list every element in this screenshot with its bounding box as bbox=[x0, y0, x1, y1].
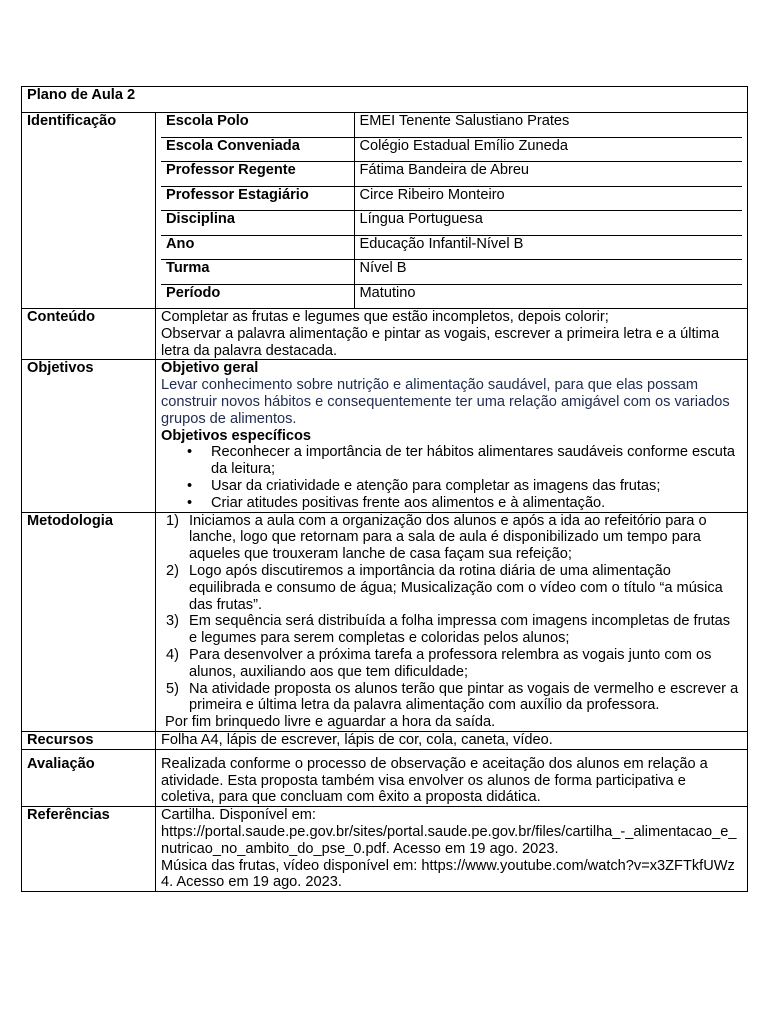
list-item: • Usar da criatividade e atenção para completar as imagens das frutas; bbox=[211, 478, 742, 495]
lesson-plan-document bbox=[21, 86, 747, 892]
identificacao-row bbox=[161, 284, 742, 308]
identificacao-row bbox=[161, 235, 742, 260]
identificacao-table bbox=[161, 113, 742, 308]
field-key: Ano bbox=[161, 235, 354, 260]
list-item: • Criar atitudes positivas frente aos alimentos e à alimentação. bbox=[211, 495, 742, 512]
identificacao-row bbox=[161, 211, 742, 236]
recursos-label: Recursos bbox=[22, 731, 156, 749]
step-text: Para desenvolver a próxima tarefa a professora relembra as vogais junto com os alunos, auxiliando aos que tem dificuldade; bbox=[189, 646, 712, 680]
avaliacao-text: Realizada conforme o processo de observação e aceitação dos alunos em relação a atividade. Esta proposta também visa envolver os alunos de forma participativa e coletiva, para que concluam com êxito a proposta didática. bbox=[156, 749, 748, 806]
referencia-line: Cartilha. Disponível em: bbox=[161, 807, 316, 824]
list-item: • Reconhecer a importância de ter hábitos alimentares saudáveis conforme escuta da leitura; bbox=[211, 444, 742, 478]
step-number: 3) bbox=[166, 613, 179, 630]
field-key: Disciplina bbox=[161, 211, 354, 236]
list-item bbox=[166, 512, 742, 563]
lesson-plan-table bbox=[21, 86, 748, 892]
conteudo-label: Conteúdo bbox=[22, 309, 156, 360]
objetivo-geral-text: Levar conhecimento sobre nutrição e alimentação saudável, para que elas possam construir novos hábitos e consequentemente ter uma relação amigável com os variados grupos de alimentos. bbox=[161, 377, 730, 427]
referencia-line: Música das frutas, vídeo disponível em: https://www.youtube.com/watch?v=x3ZFTkfUWz4. Acesso em 19 ago. 2023. bbox=[161, 857, 735, 891]
plan-title: Plano de Aula 2 bbox=[22, 87, 748, 113]
identificacao-row bbox=[161, 260, 742, 285]
referencias-section bbox=[22, 807, 748, 892]
field-key: Turma bbox=[161, 260, 354, 285]
recursos-text: Folha A4, lápis de escrever, lápis de cor, cola, caneta, vídeo. bbox=[156, 731, 748, 749]
list-item bbox=[166, 646, 742, 681]
field-key: Escola Polo bbox=[161, 113, 354, 137]
step-text: Na atividade proposta os alunos terão que pintar as vogais de vermelho e escrever a primeira e última letra da palavra alimentação com auxílio da professora. bbox=[189, 680, 739, 714]
objetivos-section bbox=[22, 360, 748, 512]
list-item bbox=[166, 562, 742, 613]
metodologia-label: Metodologia bbox=[22, 512, 156, 731]
step-number: 2) bbox=[166, 562, 179, 579]
step-text: Iniciamos a aula com a organização dos alunos e após a ida ao refeitório para o lanche, logo que retornam para a sala de aula é disponibilizado um tempo para aqueles que trouxeram lanche de casa façam sua refeição; bbox=[189, 512, 707, 563]
objetivos-label: Objetivos bbox=[22, 360, 156, 512]
field-value: Educação Infantil-Nível B bbox=[354, 235, 742, 260]
recursos-section bbox=[22, 731, 748, 749]
field-value: Matutino bbox=[354, 284, 742, 308]
objetivo-geral-heading: Objetivo geral bbox=[161, 360, 259, 377]
avaliacao-label: Avaliação bbox=[22, 749, 156, 806]
field-value: Nível B bbox=[354, 260, 742, 285]
list-item bbox=[166, 680, 742, 715]
metodologia-steps bbox=[161, 513, 742, 715]
identificacao-section bbox=[22, 113, 748, 309]
identificacao-row bbox=[161, 162, 742, 187]
step-number: 1) bbox=[166, 512, 179, 529]
metodologia-content bbox=[156, 512, 748, 731]
field-key: Escola Conveniada bbox=[161, 137, 354, 162]
objetivos-content bbox=[156, 360, 748, 512]
step-number: 5) bbox=[166, 680, 179, 697]
step-text: Logo após discutiremos a importância da rotina diária de uma alimentação equilibrada e consumo de água; Musicalização com o vídeo com o título “a música das frutas”. bbox=[189, 562, 723, 613]
objetivos-especificos-heading: Objetivos específicos bbox=[161, 427, 312, 444]
field-value: Fátima Bandeira de Abreu bbox=[354, 162, 742, 187]
conteudo-text bbox=[156, 309, 748, 360]
referencia-line: https://portal.saude.pe.gov.br/sites/portal.saude.pe.gov.br/files/cartilha_-_alimentacao_e_nutricao_no_ambito_do_pse_0.pdf. Acesso em 19 ago. 2023. bbox=[161, 823, 737, 857]
field-key: Professor Regente bbox=[161, 162, 354, 187]
step-text: Em sequência será distribuída a folha impressa com imagens incompletas de frutas e legumes para serem completas e coloridas pelos alunos; bbox=[189, 613, 731, 647]
field-key: Professor Estagiário bbox=[161, 186, 354, 211]
title-row bbox=[22, 87, 748, 113]
field-value: Colégio Estadual Emílio Zuneda bbox=[354, 137, 742, 162]
conteudo-line: Observar a palavra alimentação e pintar as vogais, escrever a primeira letra e a última letra da palavra destacada. bbox=[161, 325, 720, 359]
identificacao-details bbox=[156, 113, 748, 309]
avaliacao-section bbox=[22, 749, 748, 806]
field-value: EMEI Tenente Salustiano Prates bbox=[354, 113, 742, 137]
referencias-content bbox=[156, 807, 748, 892]
field-value: Circe Ribeiro Monteiro bbox=[354, 186, 742, 211]
metodologia-closing: Por fim brinquedo livre e aguardar a hora da saída. bbox=[165, 714, 496, 731]
identificacao-row bbox=[161, 137, 742, 162]
list-item bbox=[166, 613, 742, 647]
referencias-label: Referências bbox=[22, 807, 156, 892]
identificacao-label: Identificação bbox=[22, 113, 156, 309]
step-number: 4) bbox=[166, 646, 179, 663]
conteudo-section bbox=[22, 309, 748, 360]
metodologia-section bbox=[22, 512, 748, 731]
conteudo-line: Completar as frutas e legumes que estão incompletos, depois colorir; bbox=[161, 309, 609, 325]
identificacao-row bbox=[161, 113, 742, 137]
objetivos-especificos-list bbox=[161, 444, 742, 511]
field-value: Língua Portuguesa bbox=[354, 211, 742, 236]
identificacao-row bbox=[161, 186, 742, 211]
field-key: Período bbox=[161, 284, 354, 308]
